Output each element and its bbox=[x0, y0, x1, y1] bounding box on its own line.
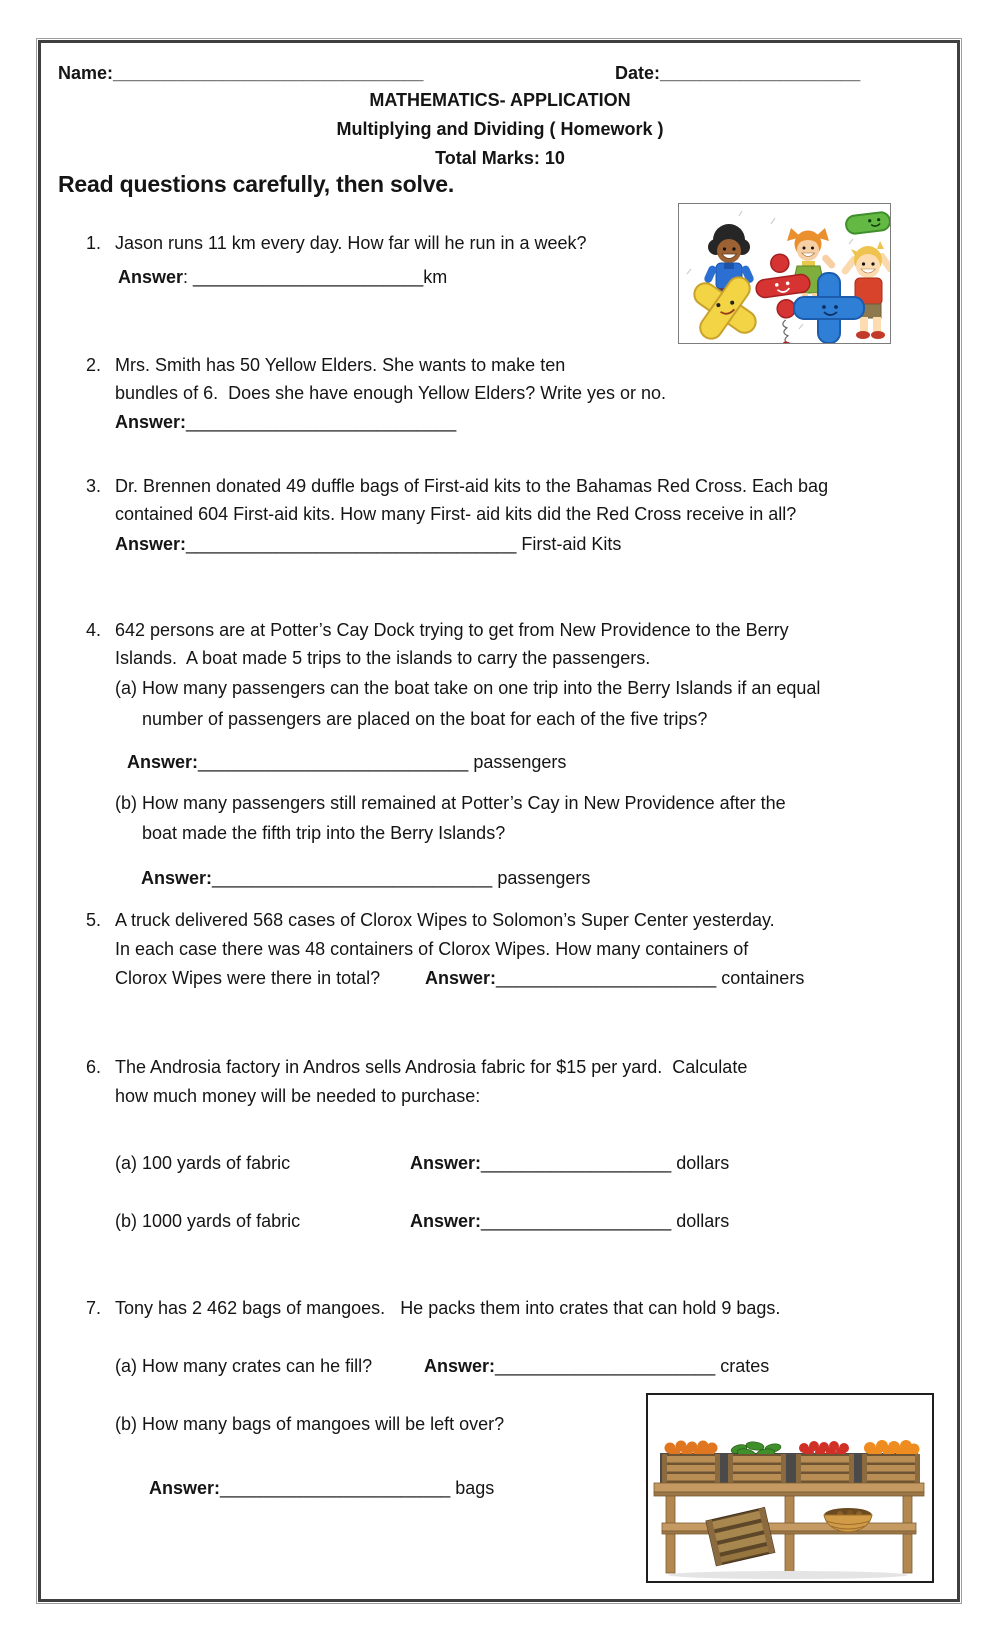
answer-blank-line: : _______________________ bbox=[183, 267, 424, 287]
date-field-row bbox=[615, 62, 860, 84]
answer-blank-line: ___________________ bbox=[481, 1153, 672, 1173]
name-label: Name: bbox=[58, 63, 114, 83]
question-6b-answer-row bbox=[410, 1210, 729, 1232]
name-blank-line: _______________________________ bbox=[113, 63, 424, 83]
produce-crates-image bbox=[646, 1393, 934, 1583]
floor-shadow bbox=[668, 1571, 908, 1579]
question-3-number: 3. bbox=[86, 476, 102, 496]
answer-blank-line: _______________________ bbox=[220, 1478, 451, 1498]
question-4b-line-1 bbox=[115, 792, 786, 814]
question-3-text-1: Dr. Brennen donated 49 duffle bags of First-aid kits to the Bahamas Red Cross. Each bag bbox=[115, 476, 829, 496]
question-4-number: 4. bbox=[86, 620, 102, 640]
question-7b-answer-row bbox=[149, 1477, 494, 1499]
answer-blank-line: ___________________________ bbox=[198, 752, 469, 772]
question-6-text-1: The Androsia factory in Andros sells Androsia fabric for $15 per yard. Calculate bbox=[115, 1057, 748, 1077]
kid-right-boy bbox=[840, 241, 890, 339]
topic-title: Multiplying and Dividing ( Homework ) bbox=[336, 119, 664, 139]
question-4-line-1 bbox=[86, 619, 789, 641]
answer-unit: crates bbox=[715, 1356, 770, 1376]
answer-unit: km bbox=[423, 267, 448, 287]
question-4a-line-2: number of passengers are placed on the boat for each of the five trips? bbox=[142, 709, 708, 729]
instruction-heading: Read questions carefully, then solve. bbox=[58, 171, 455, 197]
question-3-line-2: contained 604 First-aid kits. How many First- aid kits did the Red Cross receive in all? bbox=[115, 504, 797, 524]
question-7-number: 7. bbox=[86, 1298, 102, 1318]
answer-blank-line: ____________________________ bbox=[212, 868, 493, 888]
answer-unit: passengers bbox=[492, 868, 591, 888]
question-1-number: 1. bbox=[86, 233, 102, 253]
crate-tangerines bbox=[862, 1440, 920, 1483]
question-5-answer-row bbox=[425, 967, 804, 989]
question-6-number: 6. bbox=[86, 1057, 102, 1077]
question-2-text-1: Mrs. Smith has 50 Yellow Elders. She wants to make ten bbox=[115, 355, 566, 375]
question-5-text-1: A truck delivered 568 cases of Clorox Wipes to Solomon’s Super Center yesterday. bbox=[115, 910, 775, 930]
answer-unit: containers bbox=[716, 968, 805, 988]
question-1-line bbox=[86, 232, 587, 254]
question-4a-answer-row bbox=[127, 751, 566, 773]
answer-unit: dollars bbox=[671, 1211, 730, 1231]
question-5-number: 5. bbox=[86, 910, 102, 930]
kids-math-symbols-illustration bbox=[679, 204, 890, 343]
question-3-answer-row bbox=[115, 533, 621, 555]
question-4-line-2: Islands. A boat made 5 trips to the islands to carry the passengers. bbox=[115, 648, 651, 668]
question-7b-row: (b) How many bags of mangoes will be left over? bbox=[115, 1414, 505, 1434]
produce-crates-illustration bbox=[648, 1395, 932, 1581]
answer-blank-line: ___________________________ bbox=[186, 412, 457, 432]
question-4b-text-1: How many passengers still remained at Potter’s Cay in New Providence after the bbox=[142, 793, 786, 813]
question-3-line-1 bbox=[86, 475, 828, 497]
question-7-text-1: Tony has 2 462 bags of mangoes. He packs them into crates that can hold 9 bags. bbox=[115, 1298, 781, 1318]
minus-symbol-icon bbox=[845, 211, 890, 234]
date-blank-line: ____________________ bbox=[660, 63, 861, 83]
market-stand bbox=[654, 1483, 924, 1573]
answer-blank-line: ___________________ bbox=[481, 1211, 672, 1231]
crate-tomatoes bbox=[796, 1441, 854, 1483]
question-6a-answer-row bbox=[410, 1152, 729, 1174]
date-label: Date: bbox=[615, 63, 661, 83]
subject-title: MATHEMATICS- APPLICATION bbox=[369, 90, 631, 110]
answer-blank-line: ______________________ bbox=[495, 1356, 716, 1376]
answer-label: Answer: bbox=[149, 1478, 221, 1498]
question-1-text: Jason runs 11 km every day. How far will he run in a week? bbox=[115, 233, 587, 253]
question-6a-item: (a) 100 yards of fabric bbox=[115, 1153, 291, 1173]
question-4a-text-1: How many passengers can the boat take on one trip into the Berry Islands if an equal bbox=[142, 678, 821, 698]
answer-unit: First-aid Kits bbox=[516, 534, 622, 554]
answer-label: Answer: bbox=[424, 1356, 496, 1376]
answer-label: Answer: bbox=[127, 752, 199, 772]
question-2-line-1 bbox=[86, 354, 565, 376]
question-5-text-3: Clorox Wipes were there in total? bbox=[115, 968, 381, 988]
question-5-line-1 bbox=[86, 909, 775, 931]
answer-label: Answer: bbox=[410, 1153, 482, 1173]
question-6b-row bbox=[115, 1210, 730, 1232]
total-marks: Total Marks: 10 bbox=[435, 148, 565, 168]
question-1-answer-row bbox=[118, 266, 447, 288]
question-7a-answer-row bbox=[424, 1355, 769, 1377]
question-4b-answer-row bbox=[141, 867, 590, 889]
question-5-line-3 bbox=[115, 967, 805, 989]
answer-label: Answer: bbox=[115, 412, 187, 432]
question-6b-item: (b) 1000 yards of fabric bbox=[115, 1211, 301, 1231]
question-6a-row bbox=[115, 1152, 730, 1174]
question-4-text-1: 642 persons are at Potter’s Cay Dock trying to get from New Providence to the Berry bbox=[115, 620, 789, 640]
empty-crate bbox=[706, 1508, 775, 1566]
part-b-tag: (b) bbox=[115, 793, 137, 813]
name-field-row bbox=[58, 62, 423, 84]
part-a-tag: (a) bbox=[115, 678, 137, 698]
crate-cucumbers bbox=[728, 1441, 786, 1483]
answer-label: Answer: bbox=[410, 1211, 482, 1231]
question-7a-row bbox=[115, 1355, 770, 1377]
question-7-line-1 bbox=[86, 1297, 780, 1319]
crate-oranges bbox=[662, 1441, 720, 1484]
question-6-line-2: how much money will be needed to purchase: bbox=[115, 1086, 481, 1106]
question-4b-line-2: boat made the fifth trip into the Berry Islands? bbox=[142, 823, 506, 843]
answer-blank-line: _________________________________ bbox=[186, 534, 517, 554]
question-4a-line-1 bbox=[115, 677, 820, 699]
answer-label: Answer bbox=[118, 267, 184, 287]
question-7a-item: (a) How many crates can he fill? bbox=[115, 1356, 373, 1376]
question-6-line-1 bbox=[86, 1056, 747, 1078]
answer-label: Answer: bbox=[115, 534, 187, 554]
answer-unit: dollars bbox=[671, 1153, 730, 1173]
answer-blank-line: ______________________ bbox=[496, 968, 717, 988]
question-2-number: 2. bbox=[86, 355, 102, 375]
answer-unit: bags bbox=[450, 1478, 495, 1498]
question-2-answer-row bbox=[115, 411, 456, 433]
kids-math-symbols-image bbox=[678, 203, 891, 344]
question-5-line-2: In each case there was 48 containers of Clorox Wipes. How many containers of bbox=[115, 939, 749, 959]
answer-label: Answer: bbox=[141, 868, 213, 888]
answer-unit: passengers bbox=[468, 752, 567, 772]
question-2-line-2: bundles of 6. Does she have enough Yellow Elders? Write yes or no. bbox=[115, 383, 667, 403]
answer-label: Answer: bbox=[425, 968, 497, 988]
